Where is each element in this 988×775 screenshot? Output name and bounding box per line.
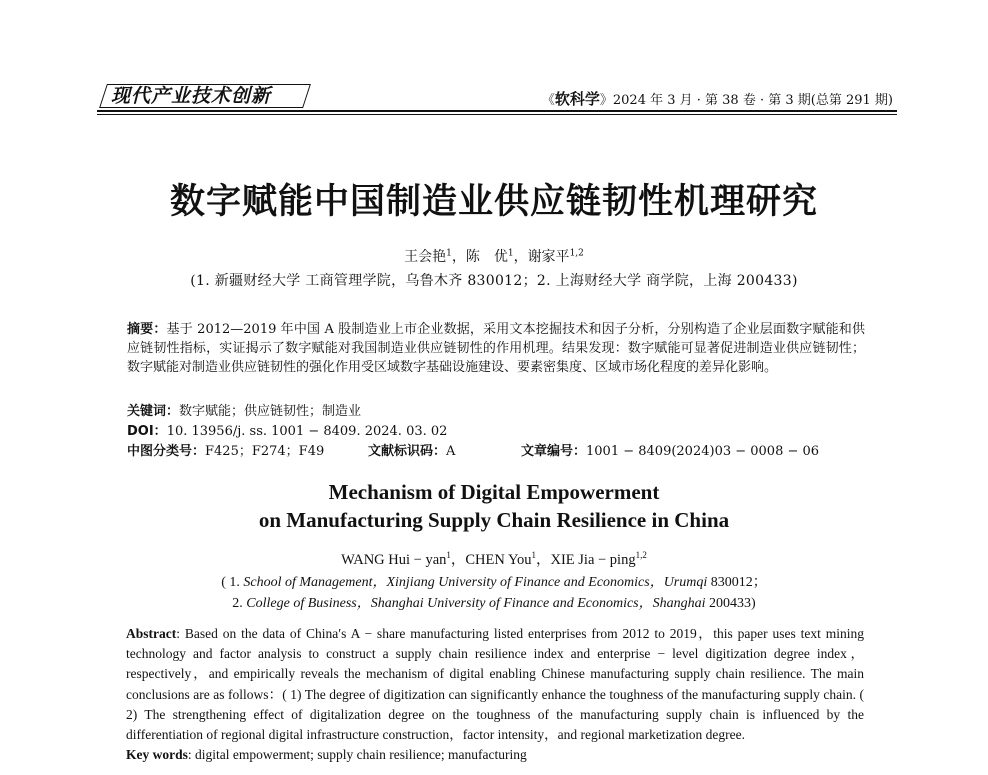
author-affil-mark: 1 bbox=[446, 550, 451, 561]
author-list-en bbox=[0, 548, 988, 569]
keywords-cn-label: 关键词： bbox=[127, 404, 180, 419]
affiliation-en-2 bbox=[0, 592, 988, 612]
keywords-cn bbox=[127, 402, 865, 421]
author-name: XIE Jia − ping bbox=[550, 552, 636, 568]
author-separator: ， bbox=[450, 552, 466, 568]
abstract-cn bbox=[127, 320, 865, 377]
paper-title-en bbox=[0, 478, 988, 534]
author-name: WANG Hui − yan bbox=[341, 552, 447, 568]
author-affil-mark: 1,2 bbox=[569, 248, 584, 259]
author-separator: ， bbox=[535, 552, 551, 568]
section-tag-label: 现代产业技术创新 bbox=[111, 85, 272, 107]
doc-code-entry bbox=[368, 442, 455, 461]
header-rule bbox=[97, 110, 897, 112]
doc-code-value: A bbox=[446, 444, 456, 459]
article-no-label: 文章编号： bbox=[521, 444, 587, 459]
doi-line bbox=[127, 422, 865, 441]
author-separator: ， bbox=[513, 249, 528, 265]
affil-text: School of Management，Xinjiang University of Finance and Economics，Urumqi bbox=[243, 575, 708, 590]
title-en-line2: on Manufacturing Supply Chain Resilience in China bbox=[258, 508, 730, 532]
affil-suffix: 830012； bbox=[707, 575, 767, 590]
issue-info: 2024 年 3 月 · 第 38 卷 · 第 3 期(总第 291 期) bbox=[612, 93, 893, 108]
affil-text: College of Business，Shanghai University of Finance and Economics，Shanghai bbox=[246, 596, 706, 611]
author-name: 陈 优 bbox=[465, 249, 508, 265]
keywords-en-text: : digital empowerment; supply chain resilience; manufacturing bbox=[187, 747, 527, 762]
author-name: 谢家平 bbox=[527, 249, 570, 265]
clc-label: 中图分类号： bbox=[127, 444, 206, 459]
author-affil-mark: 1 bbox=[531, 550, 536, 561]
doc-code-label: 文献标识码： bbox=[368, 444, 447, 459]
author-affil-mark: 1 bbox=[507, 248, 514, 259]
journal-info bbox=[542, 88, 893, 109]
affiliation-en-1 bbox=[0, 571, 988, 591]
author-affil-mark: 1,2 bbox=[635, 550, 647, 561]
author-name: CHEN You bbox=[465, 552, 532, 568]
author-separator: ， bbox=[451, 249, 466, 265]
keywords-en-label: Key words bbox=[126, 747, 188, 762]
title-en-line1: Mechanism of Digital Empowerment bbox=[328, 480, 660, 504]
author-list-cn bbox=[0, 246, 988, 266]
journal-bracket-close: 》 bbox=[599, 93, 613, 108]
affil-prefix: ( 1. bbox=[221, 575, 244, 590]
affil-suffix: 200433) bbox=[705, 596, 756, 611]
author-name: 王会艳 bbox=[404, 249, 447, 265]
abstract-en-text: : Based on the data of China′s A − share manufacturing listed enterprises from 2012 to 2019，this paper uses text mining technology and factor analysis to construct a supply chain resilience index and enterprise − level digitization degree index，respectively，and empirically reveals the mechanism of digital enabling Chinese manufacturing supply chain resilience. The main conclusions are as follows：( 1) The degree of digitization can significantly enhance the toughness of the manufacturing supply chain. ( 2) The strengthening effect of digitalization degree on the toughness of the manufacturing supply chain is influenced by the differentiation of regional digital infrastructure construction，factor intensity，and regional marketization degree. bbox=[126, 626, 864, 743]
abstract-cn-text: 基于 2012—2019 年中国 A 股制造业上市企业数据，采用文本挖掘技术和因子分析，分别构造了企业层面数字赋能和供应链韧性指标，实证揭示了数字赋能对我国制造业供应链韧性的作用机理。结果发现：数字赋能可显著促进制造业供应链韧性；数字赋能对制造业供应链韧性的强化作用受区域数字基础设施建设、要素密集度、区域市场化程度的差异化影响。 bbox=[127, 322, 865, 375]
clc-entry bbox=[127, 442, 324, 461]
doi-label: DOI： bbox=[127, 424, 167, 439]
author-affil-mark: 1 bbox=[446, 248, 452, 259]
section-tag bbox=[103, 84, 307, 110]
article-no-entry bbox=[521, 442, 819, 461]
journal-name: 软科学 bbox=[554, 90, 600, 108]
paper-title-cn: 数字赋能中国制造业供应链韧性机理研究 bbox=[169, 182, 818, 222]
journal-bracket-open: 《 bbox=[541, 93, 555, 108]
header-rule-thin bbox=[97, 114, 897, 115]
abstract-en bbox=[126, 624, 864, 745]
article-no-value: 1001 − 8409(2024)03 − 0008 − 06 bbox=[586, 444, 820, 459]
keywords-cn-text: 数字赋能；供应链韧性；制造业 bbox=[179, 404, 362, 419]
affiliation-cn: (1. 新疆财经大学 工商管理学院，乌鲁木齐 830012；2. 上海财经大学 商学院，上海 200433) bbox=[190, 273, 798, 289]
affil-prefix: 2. bbox=[232, 596, 247, 611]
clc-value: F425；F274；F49 bbox=[205, 444, 325, 459]
doi-value: 10. 13956/j. ss. 1001 − 8409. 2024. 03. 02 bbox=[166, 424, 448, 439]
abstract-cn-label: 摘要： bbox=[127, 322, 167, 337]
abstract-en-label: Abstract bbox=[126, 626, 177, 641]
keywords-en bbox=[126, 745, 864, 765]
